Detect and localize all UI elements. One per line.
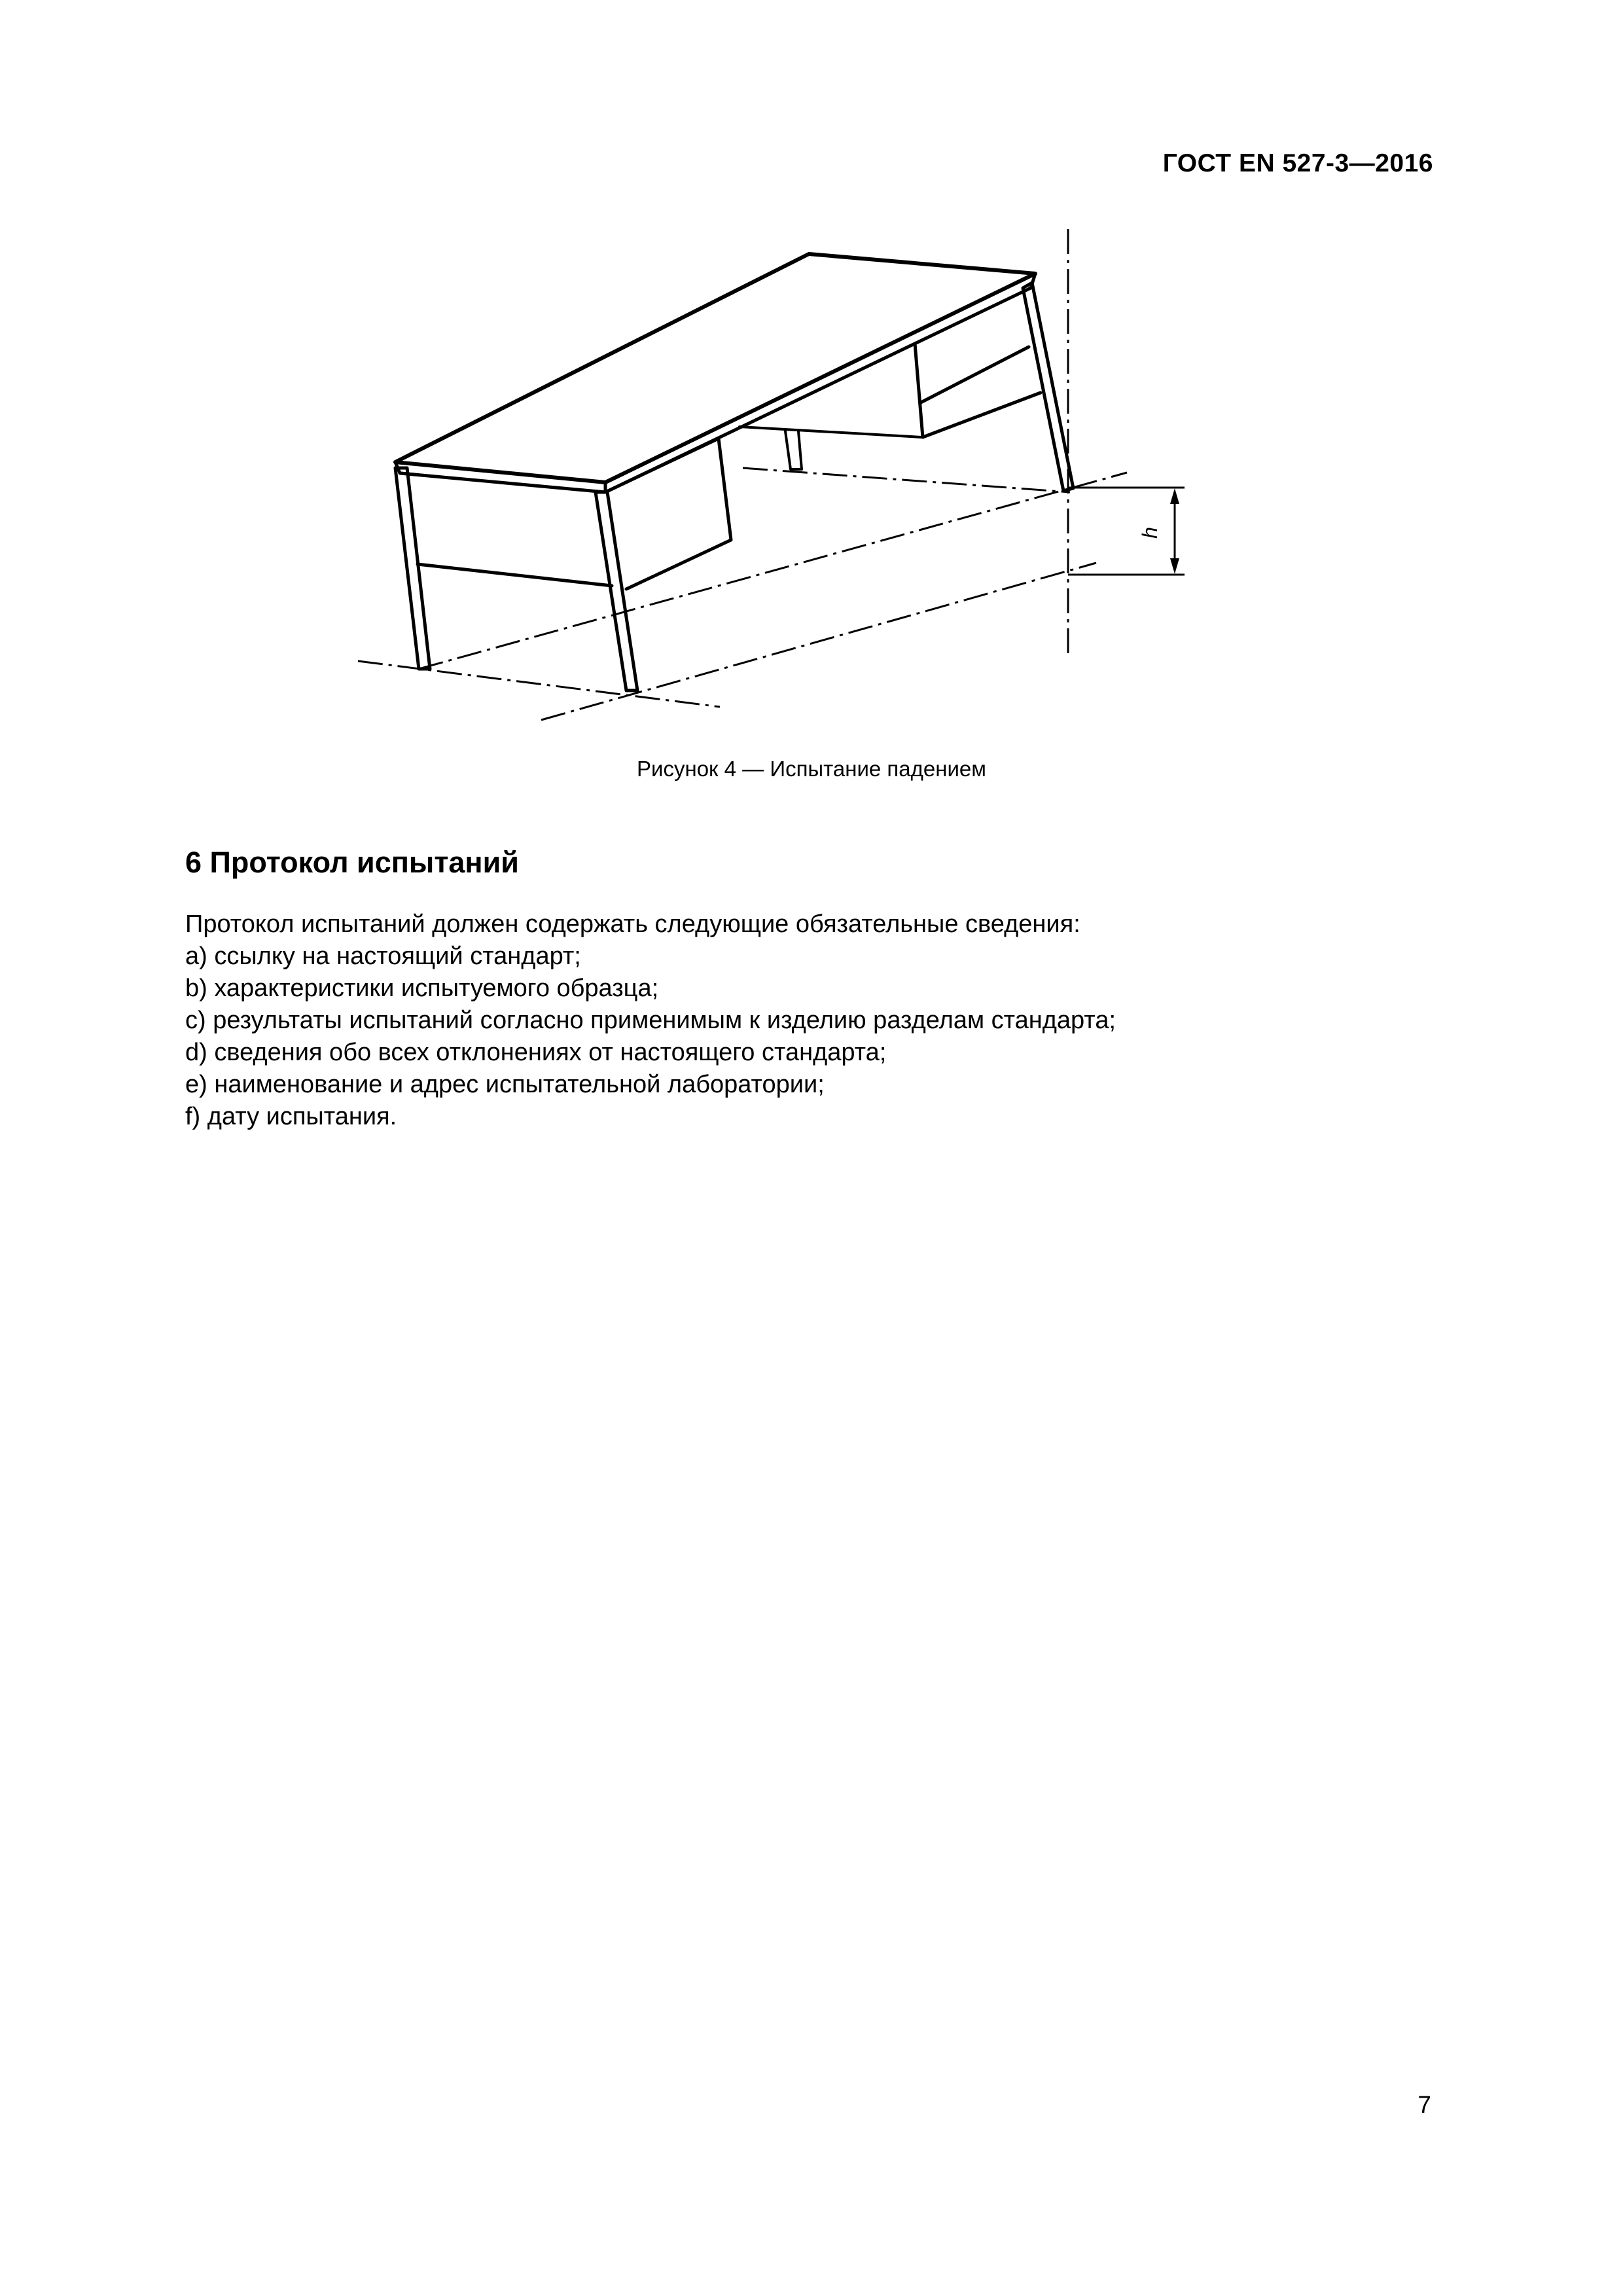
list-item: a) ссылку на настоящий стандарт; [185,942,581,970]
desk-drop-test-diagram [353,223,1204,733]
section-heading: 6 Протокол испытаний [185,846,519,879]
page-number: 7 [1418,2091,1431,2118]
requirements-list [185,941,1461,1133]
list-item: d) сведения обо всех отклонениях от настоящего стандарта; [185,1039,887,1066]
list-item: f) дату испытания. [185,1103,397,1130]
tilt-axis-line [419,473,1127,669]
front-pedestal [605,439,731,589]
desk-leg-left [395,468,430,669]
section-body [185,908,1461,1133]
desk-top-surface [395,254,1035,482]
dimension-label-h: h [1138,527,1162,539]
list-item: e) наименование и адрес испытательной лаборатории; [185,1071,825,1098]
rear-drawer-pedestal [915,344,1041,437]
dimension-arrow-bottom [1170,558,1179,574]
dimension-arrow-top [1170,488,1179,504]
rear-reference-line [743,468,1070,492]
desk-leg-front [596,492,637,691]
floor-line-front [541,563,1096,720]
document-code-header: ГОСТ EN 527-3—2016 [1162,149,1433,177]
desk-leg-rear-right [1023,283,1073,491]
section-intro: Протокол испытаний должен содержать следующие обязательные сведения: [185,910,1080,938]
desk-leg-rear-middle [785,431,802,469]
desk-top-thickness [395,274,1035,492]
list-item: c) результаты испытаний согласно применимым к изделию разделам стандарта; [185,1007,1116,1034]
drop-test-figure [353,223,1204,733]
figure-caption: Рисунок 4 — Испытание падением [637,757,986,781]
list-item: b) характеристики испытуемого образца; [185,975,659,1002]
